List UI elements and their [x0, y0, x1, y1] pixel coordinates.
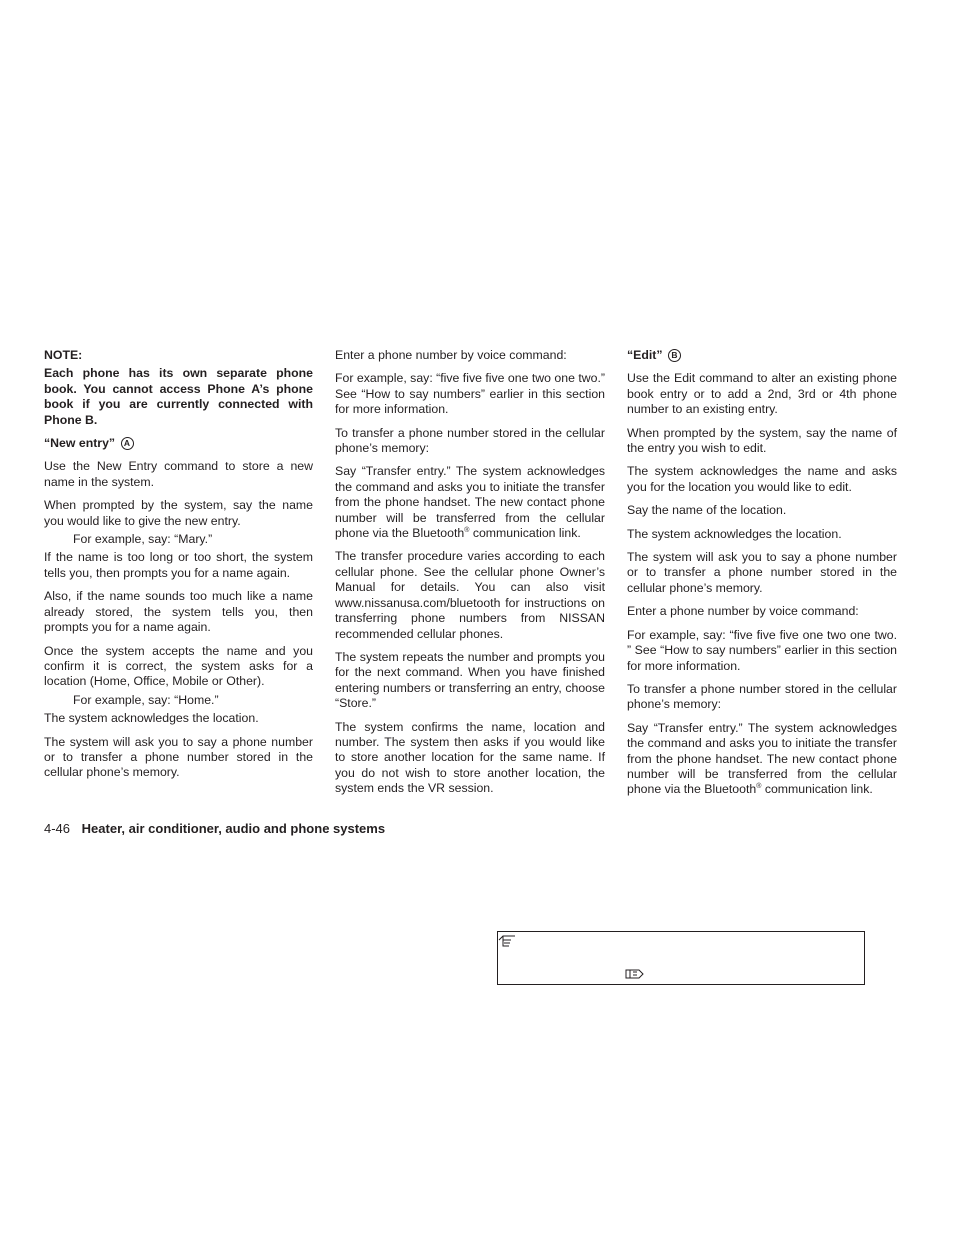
edit-heading: [627, 348, 897, 363]
paragraph: If the name is too long or too short, the system tells you, then prompts you for a name again.: [44, 550, 313, 580]
edit-heading-text: “Edit”: [627, 348, 663, 362]
paragraph: Also, if the name sounds too much like a name already stored, the system tells you, then prompts you for a name again.: [44, 589, 313, 635]
paragraph: To transfer a phone number stored in the cellular phone’s memory:: [335, 425, 605, 456]
paragraph: For example, say: “five five five one two one two. ” See “How to say numbers” earlier in this section for more information.: [627, 627, 897, 673]
paragraph: To transfer a phone number stored in the cellular phone’s memory:: [627, 681, 897, 712]
paragraph: Use the New Entry command to store a new name in the system.: [44, 459, 313, 489]
paragraph: The system will ask you to say a phone number or to transfer a phone number stored in the cellular phone’s memory.: [44, 734, 313, 780]
column-left: [44, 348, 313, 789]
paragraph: The system acknowledges the location.: [627, 526, 842, 541]
pointing-hand-icon: [625, 967, 645, 985]
paragraph-text: communication link.: [469, 526, 581, 541]
example-text: For example, say: “Mary.”: [73, 532, 213, 547]
paragraph-text: communication link.: [761, 782, 873, 797]
page-footer: [44, 821, 385, 836]
paragraph: Enter a phone number by voice command:: [627, 604, 859, 619]
registered-mark: ®: [756, 783, 762, 791]
paragraph: [335, 464, 605, 541]
pointing-hand-icon: [498, 933, 518, 952]
note-heading: NOTE:: [44, 348, 83, 362]
paragraph: The system acknowledges the location.: [44, 711, 259, 726]
paragraph: The system acknowledges the name and asks you for the location you would like to edit.: [627, 464, 897, 494]
column-middle: [335, 348, 605, 805]
column-right: [627, 348, 897, 806]
page-number: 4-46: [44, 821, 71, 836]
new-entry-heading: [44, 436, 313, 451]
registered-mark: ®: [464, 526, 470, 534]
paragraph: The system confirms the name, location and number. The system then asks if you would like to store another location for the same name. If you do not wish to store another location, the system ends the VR session.: [335, 719, 605, 796]
paragraph: Say the name of the location.: [627, 503, 787, 518]
paragraph: When prompted by the system, say the name of the entry you wish to edit.: [627, 425, 897, 456]
paragraph: Enter a phone number by voice command:: [335, 348, 567, 362]
paragraph: For example, say: “five five five one two one two.” See “How to say numbers” earlier in this section for more information.: [335, 371, 605, 417]
callout-b-badge: B: [668, 349, 681, 362]
new-entry-heading-text: “New entry”: [44, 436, 116, 451]
callout-a-badge: A: [121, 437, 134, 450]
paragraph: The system repeats the number and prompts you for the next command. When you have finished entering numbers or transferring an entry, choose “Store.”: [335, 649, 605, 711]
paragraph: When prompted by the system, say the name you would like to give the new entry.: [44, 498, 313, 528]
paragraph: [627, 721, 897, 798]
example-text: For example, say: “Home.”: [73, 692, 219, 707]
reference-box: [497, 931, 865, 985]
note-body: Each phone has its own separate phone book. You cannot access Phone A’s phone book if you are currently connected with Phone B.: [44, 366, 313, 427]
paragraph-text: Say “Transfer entry.” The system acknowledges the command and asks you to initiate the transfer from the phone handset. The new contact phone number will be transferred from the cellular phone via the Bluetooth: [627, 720, 897, 797]
section-title: Heater, air conditioner, audio and phone systems: [81, 821, 386, 836]
paragraph: The system will ask you to say a phone number or to transfer a phone number stored in the cellular phone’s memory.: [627, 550, 897, 595]
paragraph: The transfer procedure varies according to each cellular phone. See the cellular phone Owner’s Manual for details. You can also visit www.nissanusa.com/bluetooth for instructions on transferring phone numbers from NISSAN recommended cellular phones.: [335, 549, 605, 641]
paragraph: Use the Edit command to alter an existing phone book entry or to add a 2nd, 3rd or 4th phone number to an existing entry.: [627, 371, 897, 417]
paragraph-text: Say “Transfer entry.” The system acknowledges the command and asks you to initiate the transfer from the phone handset. The new contact phone number will be transferred from the cellular phone via the Bluetooth: [335, 464, 605, 541]
paragraph: Once the system accepts the name and you confirm it is correct, the system asks for a location (Home, Office, Mobile or Other).: [44, 643, 313, 689]
